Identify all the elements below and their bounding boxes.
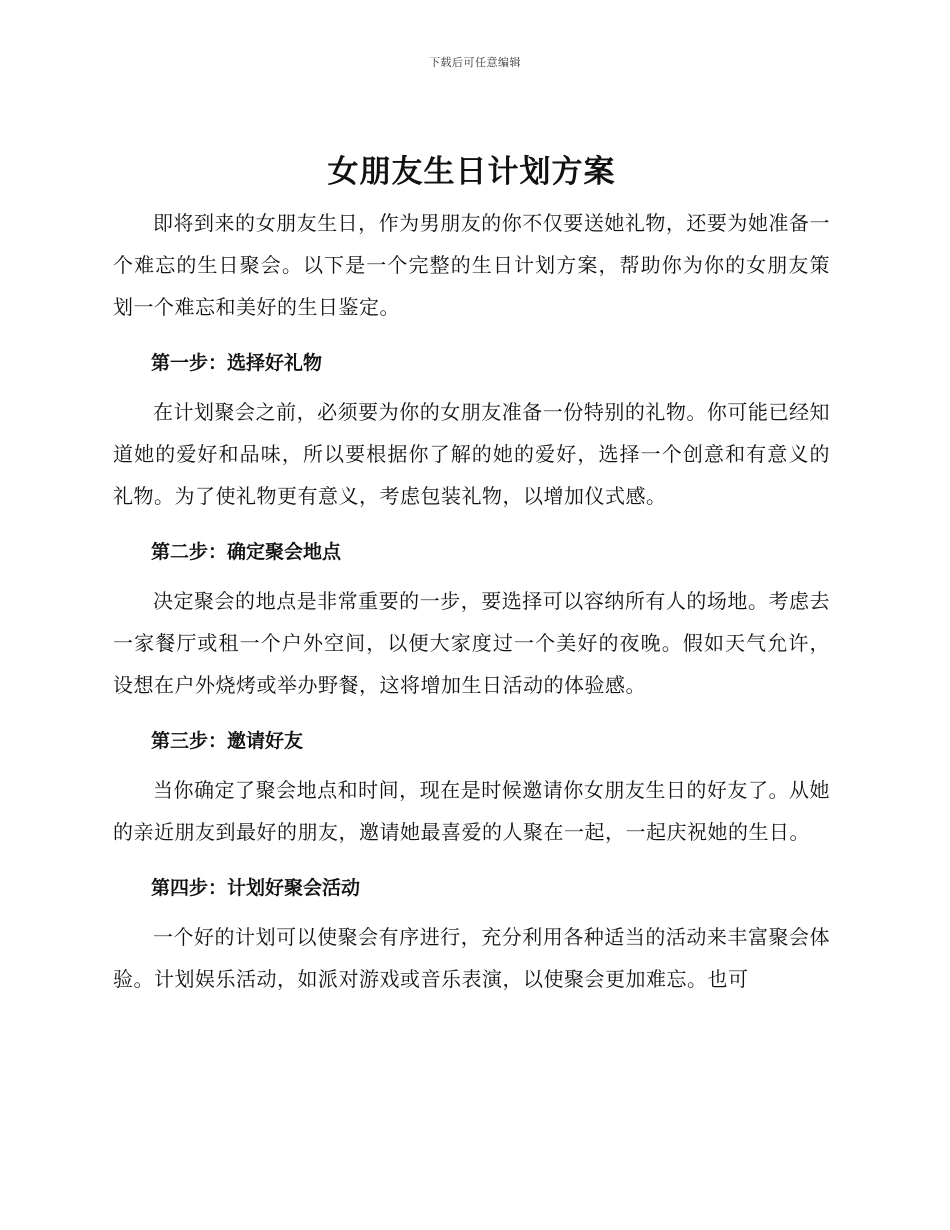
section-body-step-3: 当你确定了聚会地点和时间，现在是时候邀请你女朋友生日的好友了。从她的亲近朋友到最好的朋友，邀请她最喜爱的人聚在一起，一起庆祝她的生日。 <box>113 778 830 844</box>
section-body-step-1: 在计划聚会之前，必须要为你的女朋友准备一份特别的礼物。你可能已经知道她的爱好和品味，所以要根据你了解的她的爱好，选择一个创意和有意义的礼物。为了使礼物更有意义，考虑包装礼物，以增加仪式感。 <box>113 400 830 508</box>
document-body <box>113 150 830 1000</box>
section-heading-step-1: 第一步：选择好礼物 <box>151 352 323 374</box>
section-heading-step-3: 第三步：邀请好友 <box>151 730 304 752</box>
section-body-step-2: 决定聚会的地点是非常重要的一步，要选择可以容纳所有人的场地。考虑去一家餐厅或租一个户外空间，以便大家度过一个美好的夜晚。假如天气允许，设想在户外烧烤或举办野餐，这将增加生日活动的体验感。 <box>113 589 830 697</box>
intro-paragraph: 即将到来的女朋友生日，作为男朋友的你不仅要送她礼物，还要为她准备一个难忘的生日聚会。以下是一个完整的生日计划方案，帮助你为你的女朋友策划一个难忘和美好的生日鉴定。 <box>113 211 830 319</box>
section-heading-step-4: 第四步：计划好聚会活动 <box>151 877 361 899</box>
section-body-step-4: 一个好的计划可以使聚会有序进行，充分利用各种适当的活动来丰富聚会体验。计划娱乐活动，如派对游戏或音乐表演，以使聚会更加难忘。也可 <box>113 925 830 991</box>
page-title: 女朋友生日计划方案 <box>327 154 616 190</box>
section-heading-step-2: 第二步：确定聚会地点 <box>151 541 342 563</box>
header-note: 下载后可任意编辑 <box>429 56 521 69</box>
